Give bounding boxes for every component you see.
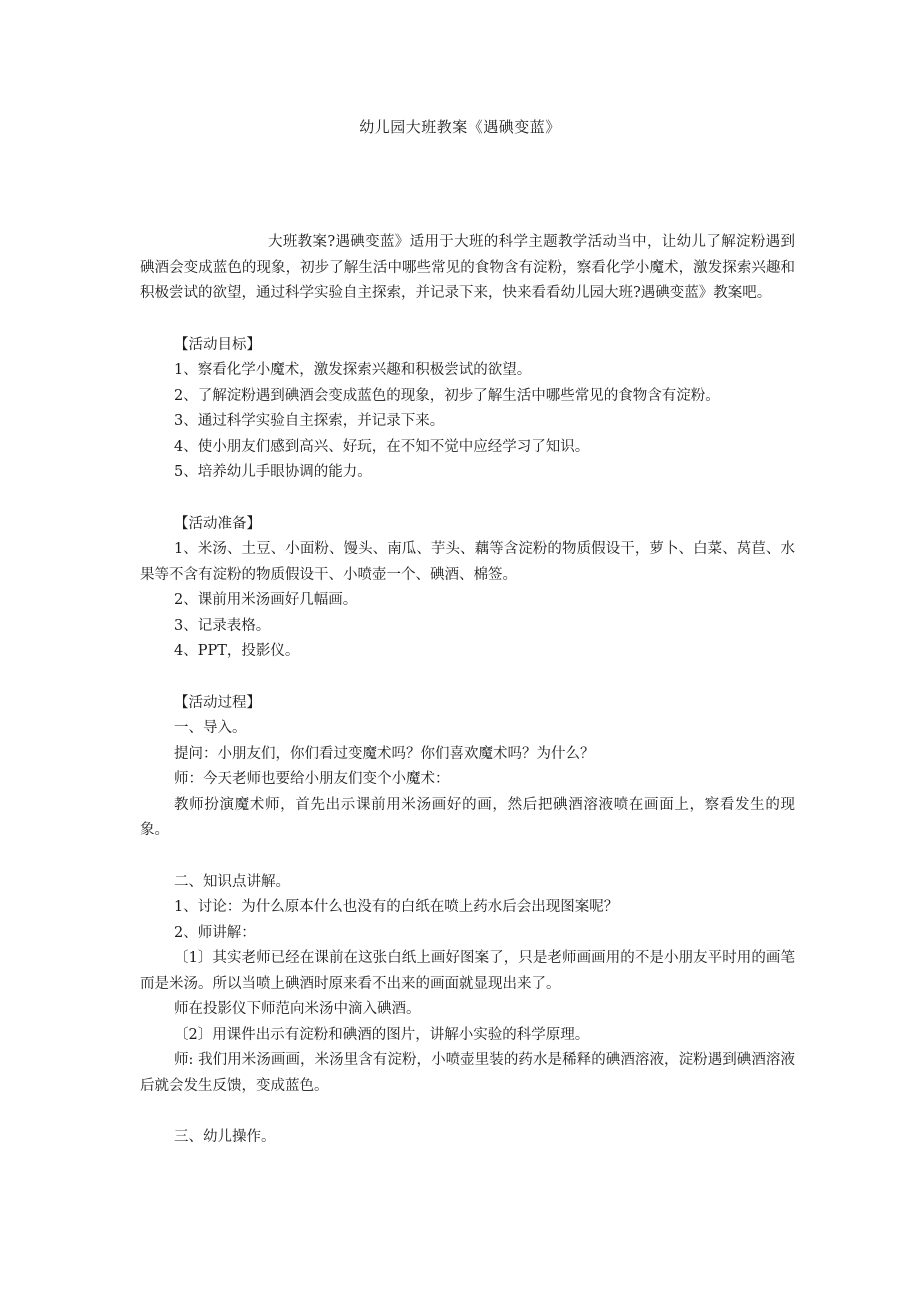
prep-item: 1、米汤、土豆、小面粉、馒头、南瓜、芋头、藕等含淀粉的物质假设干，萝卜、白菜、莴苣、水果等不含有淀粉的物质假设干、小喷壶一个、碘酒、棉签。 xyxy=(140,541,795,583)
part1-line: 教师扮演魔术师，首先出示课前用米汤画好的画，然后把碘酒溶液喷在画面上，察看发生的现象。 xyxy=(140,796,795,838)
spacer xyxy=(140,486,795,512)
goal-item: 4、使小朋友们感到高兴、好玩，在不知不觉中应经学习了知识。 xyxy=(174,438,590,455)
part3-title: 三、幼儿操作。 xyxy=(174,1129,276,1145)
part2-title: 二、知识点讲解。 xyxy=(174,873,290,890)
spacer xyxy=(140,844,795,870)
part1-line: 提问：小朋友们，你们看过变魔术吗？你们喜欢魔术吗？为什么？ xyxy=(174,745,595,762)
goal-item: 5、培养幼儿手眼协调的能力。 xyxy=(174,464,372,480)
prep-item: 2、课前用米汤画好几幅画。 xyxy=(174,592,358,608)
part2-line: 〔1〕其实老师已经在课前在这张白纸上画好图案了，只是老师画画用的不是小朋友平时用的画笔而是米汤。所以当喷上碘酒时原来看不出来的画面就显现出来了。 xyxy=(140,950,795,992)
document-body xyxy=(140,230,795,1151)
spacer xyxy=(140,665,795,691)
prep-heading: 【活动准备】 xyxy=(174,515,261,532)
goal-item: 2、了解淀粉遇到碘酒会变成蓝色的现象，初步了解生活中哪些常见的食物含有淀粉。 xyxy=(174,387,720,404)
document-title: 幼儿园大班教案《遇碘变蓝》 xyxy=(359,118,561,136)
goals-heading: 【活动目标】 xyxy=(174,336,261,353)
prep-item: 4、PPT，投影仪。 xyxy=(174,643,300,659)
part1-line: 师：今天老师也要给小朋友们变个小魔术： xyxy=(174,771,450,787)
part2-line: 2、师讲解： xyxy=(174,924,256,941)
spacer xyxy=(140,307,795,333)
goal-item: 3、通过科学实验自主探索，并记录下来。 xyxy=(174,413,445,429)
process-heading: 【活动过程】 xyxy=(174,694,261,711)
part2-line: 师: 我们用米汤画画，米汤里含有淀粉，小喷壶里装的药水是稀释的碘酒溶液，淀粉遇到碘酒溶液后就会发生反馈，变成蓝色。 xyxy=(140,1052,795,1094)
intro-paragraph: 大班教案?遇碘变蓝》适用于大班的科学主题教学活动当中，让幼儿了解淀粉遇到碘酒会变成蓝色的现象，初步了解生活中哪些常见的食物含有淀粉，察看化学小魔术，激发探索兴趣和积极尝试的欲望，通过科学实验自主探索，并记录下来，快来看看幼儿园大班?遇碘变蓝》教案吧。 xyxy=(140,234,795,301)
goal-item: 1、察看化学小魔术，激发探索兴趣和积极尝试的欲望。 xyxy=(174,362,532,378)
spacer xyxy=(140,1099,795,1125)
part2-line: 师在投影仪下师范向米汤中滴入碘酒。 xyxy=(174,1001,421,1017)
prep-item: 3、记录表格。 xyxy=(174,617,271,634)
part2-line: 〔2〕用课件出示有淀粉和碘酒的图片，讲解小实验的科学原理。 xyxy=(174,1026,590,1043)
part2-line: 1、讨论：为什么原本什么也没有的白纸在喷上药水后会出现图案呢？ xyxy=(174,899,619,915)
part1-title: 一、导入。 xyxy=(174,720,247,736)
